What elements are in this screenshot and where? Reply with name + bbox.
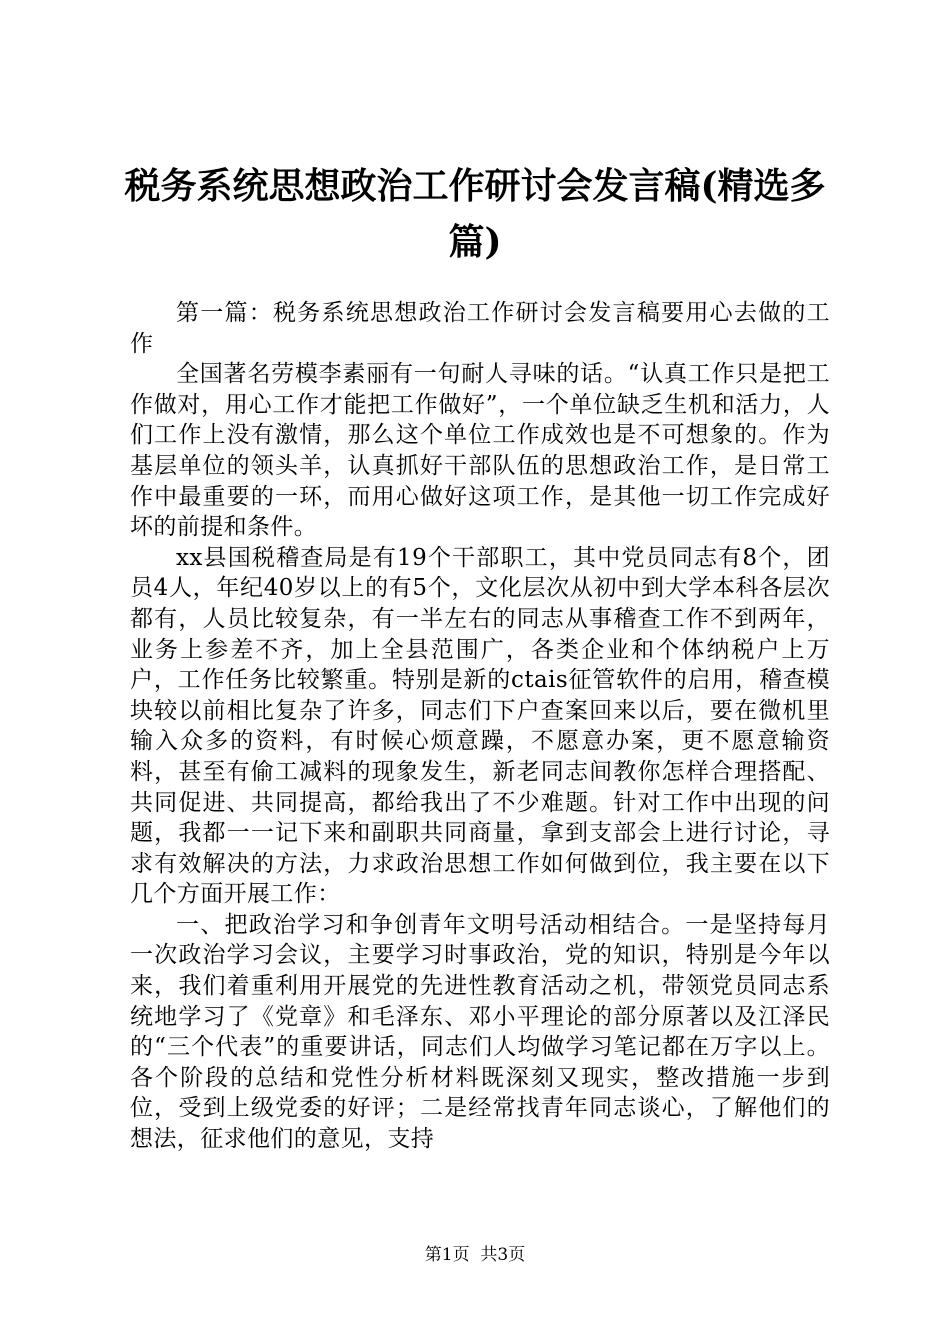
paragraph-heading: 第一篇：税务系统思想政治工作研讨会发言稿要用心去做的工作 xyxy=(130,300,830,357)
paragraph: xx县国税稽查局是有19个干部职工，其中党员同志有8个，团员4人，年纪40岁以上的有5个，文化层次从初中到大学本科各层次都有，人员比较复杂，有一半左右的同志从事稽查工作不到两年，业务上参差不齐，加上全县范围广，各类企业和个体纳税户上万户，工作任务比较繁重。特别是新的ctais征管软件的启用，稽查模块较以前相比复杂了许多，同志们下户查案回来以后，要在微机里输入众多的资料，有时候心烦意躁，不愿意办案，更不愿意输资料，甚至有偷工减料的现象发生，新老同志间教你怎样合理搭配、共同促进、共同提高，都给我出了不少难题。针对工作中出现的问题，我都一一记下来和副职共同商量，拿到支部会上进行讨论，寻求有效解决的方法，力求政治思想工作如何做到位，我主要在以下几个方面开展工作： xyxy=(130,544,830,908)
paragraph: 一、把政治学习和争创青年文明号活动相结合。一是坚持每月一次政治学习会议，主要学习时事政治，党的知识，特别是今年以来，我们着重利用开展党的先进性教育活动之机，带领党员同志系统地学习了《党章》和毛泽东、邓小平理论的部分原著以及江泽民的“三个代表”的重要讲话，同志们人均做学习笔记都在万字以上。各个阶段的总结和党性分析材料既深刻又现实，整改措施一步到位，受到上级党委的好评；二是经常找青年同志谈心，了解他们的想法，征求他们的意见，支持 xyxy=(130,911,830,1153)
page-footer xyxy=(0,1244,950,1266)
page-number: 第1页 xyxy=(424,1245,470,1265)
paragraph: 全国著名劳模李素丽有一句耐人寻味的话。“认真工作只是把工作做对，用心工作才能把工作做好”，一个单位缺乏生机和活力，人们工作上没有激情，那么这个单位工作成效也是不可想象的。作为基层单位的领头羊，认真抓好干部队伍的思想政治工作，是日常工作中最重要的一环，而用心做好这项工作，是其他一切工作完成好坏的前提和条件。 xyxy=(130,361,830,541)
document-title: 税务系统思想政治工作研讨会发言稿(精选多篇) xyxy=(124,165,826,263)
page-total: 共3页 xyxy=(480,1245,526,1265)
document-body xyxy=(130,298,830,1155)
